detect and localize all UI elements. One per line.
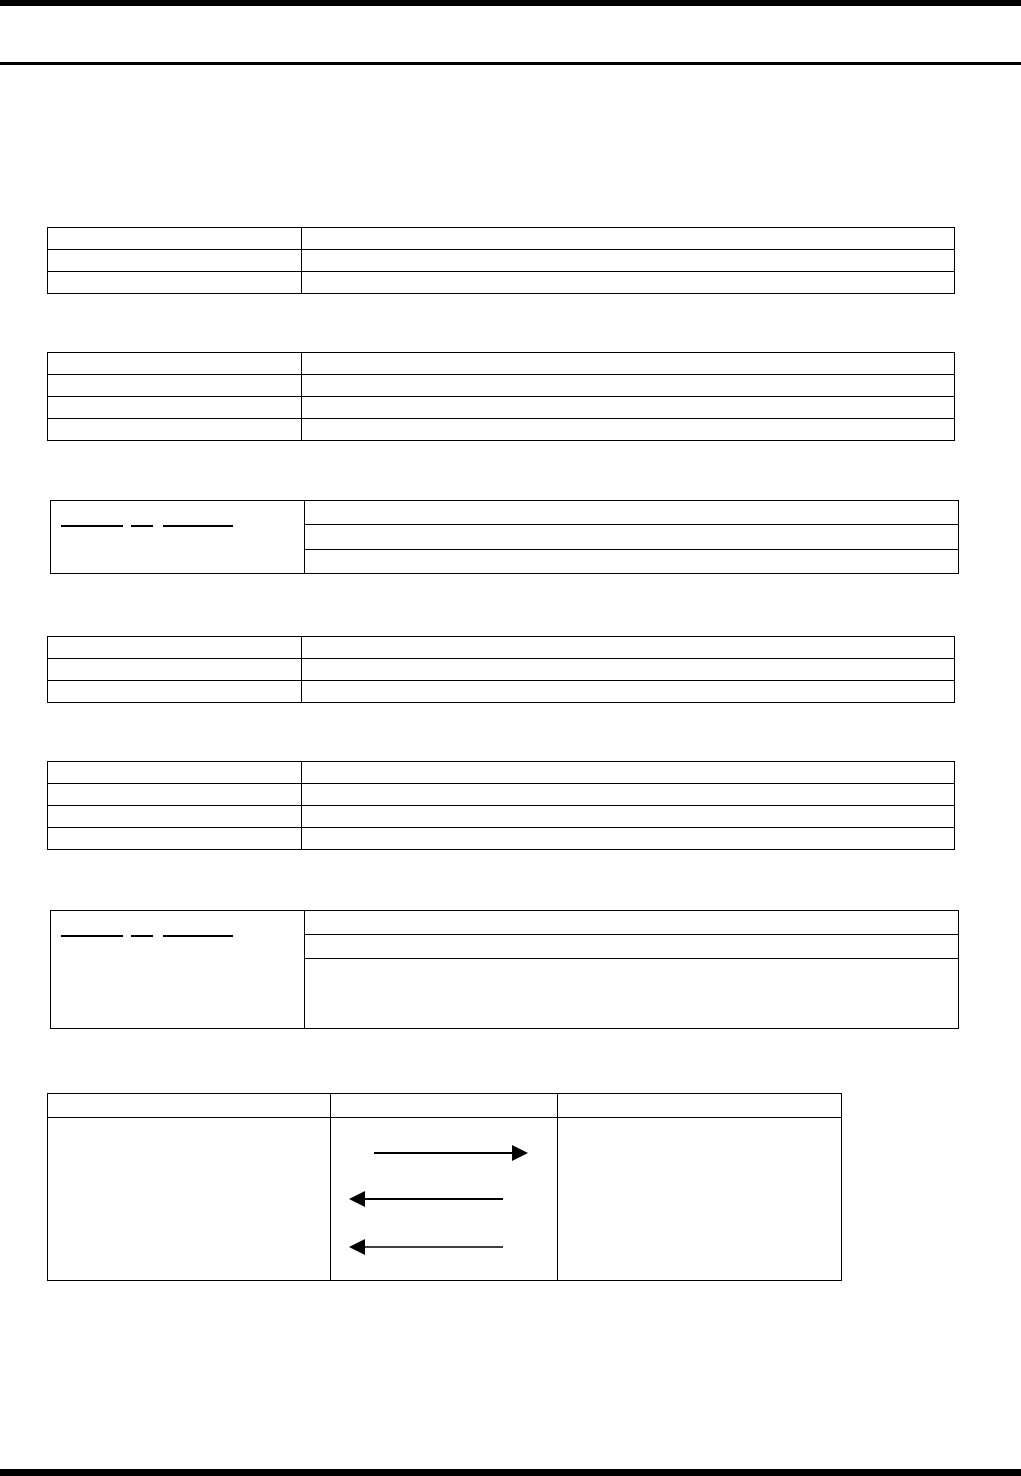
table-cell [302, 762, 955, 784]
table-cell [305, 501, 959, 525]
table-cell [48, 419, 302, 441]
table-cell [305, 911, 959, 935]
table-cell [302, 272, 955, 294]
merged-label-cell [51, 501, 305, 574]
table-cell [302, 353, 955, 375]
table-cell [48, 637, 302, 659]
parameter-table-1 [47, 227, 955, 294]
table-cell [305, 935, 959, 959]
table-cell [302, 419, 955, 441]
table-cell [48, 228, 302, 250]
sequence-header-middle [331, 1094, 558, 1118]
table-cell [48, 762, 302, 784]
table-cell [48, 375, 302, 397]
table-cell [48, 681, 302, 703]
table-cell [48, 659, 302, 681]
table-cell [305, 549, 959, 573]
table-cell [48, 828, 302, 850]
parameter-table-5 [47, 761, 955, 850]
header-rule-bottom [0, 62, 1021, 65]
table-cell [302, 806, 955, 828]
parameter-table-4 [47, 636, 955, 703]
table-cell [302, 828, 955, 850]
arrow-left-icon [347, 1237, 507, 1257]
table-cell [48, 806, 302, 828]
table-cell [48, 353, 302, 375]
table-cell [302, 397, 955, 419]
sequence-right-column [558, 1118, 842, 1281]
sequence-header-left [48, 1094, 331, 1118]
header-rule-top [0, 0, 1021, 6]
underline-mark [131, 935, 153, 937]
table-cell [48, 784, 302, 806]
underline-mark [163, 525, 233, 527]
sequence-left-column [48, 1118, 331, 1281]
table-cell [305, 525, 959, 549]
parameter-table-6 [50, 910, 959, 1029]
underline-mark [131, 525, 153, 527]
table-cell [302, 375, 955, 397]
parameter-table-2 [47, 352, 955, 441]
table-cell [302, 250, 955, 272]
arrow-right-icon [372, 1143, 532, 1163]
table-cell [48, 272, 302, 294]
sequence-header-right [558, 1094, 842, 1118]
merged-label-cell [51, 911, 305, 1029]
footer-rule [0, 1469, 1021, 1476]
table-cell [302, 637, 955, 659]
table-cell [302, 784, 955, 806]
arrow-left-icon [347, 1189, 507, 1209]
table-cell [48, 397, 302, 419]
table-cell [302, 659, 955, 681]
parameter-table-3 [50, 500, 959, 574]
table-cell [302, 228, 955, 250]
table-cell [302, 681, 955, 703]
underline-mark [61, 525, 123, 527]
table-cell [305, 959, 959, 1029]
underline-mark [163, 935, 233, 937]
underline-mark [61, 935, 123, 937]
table-cell [48, 250, 302, 272]
